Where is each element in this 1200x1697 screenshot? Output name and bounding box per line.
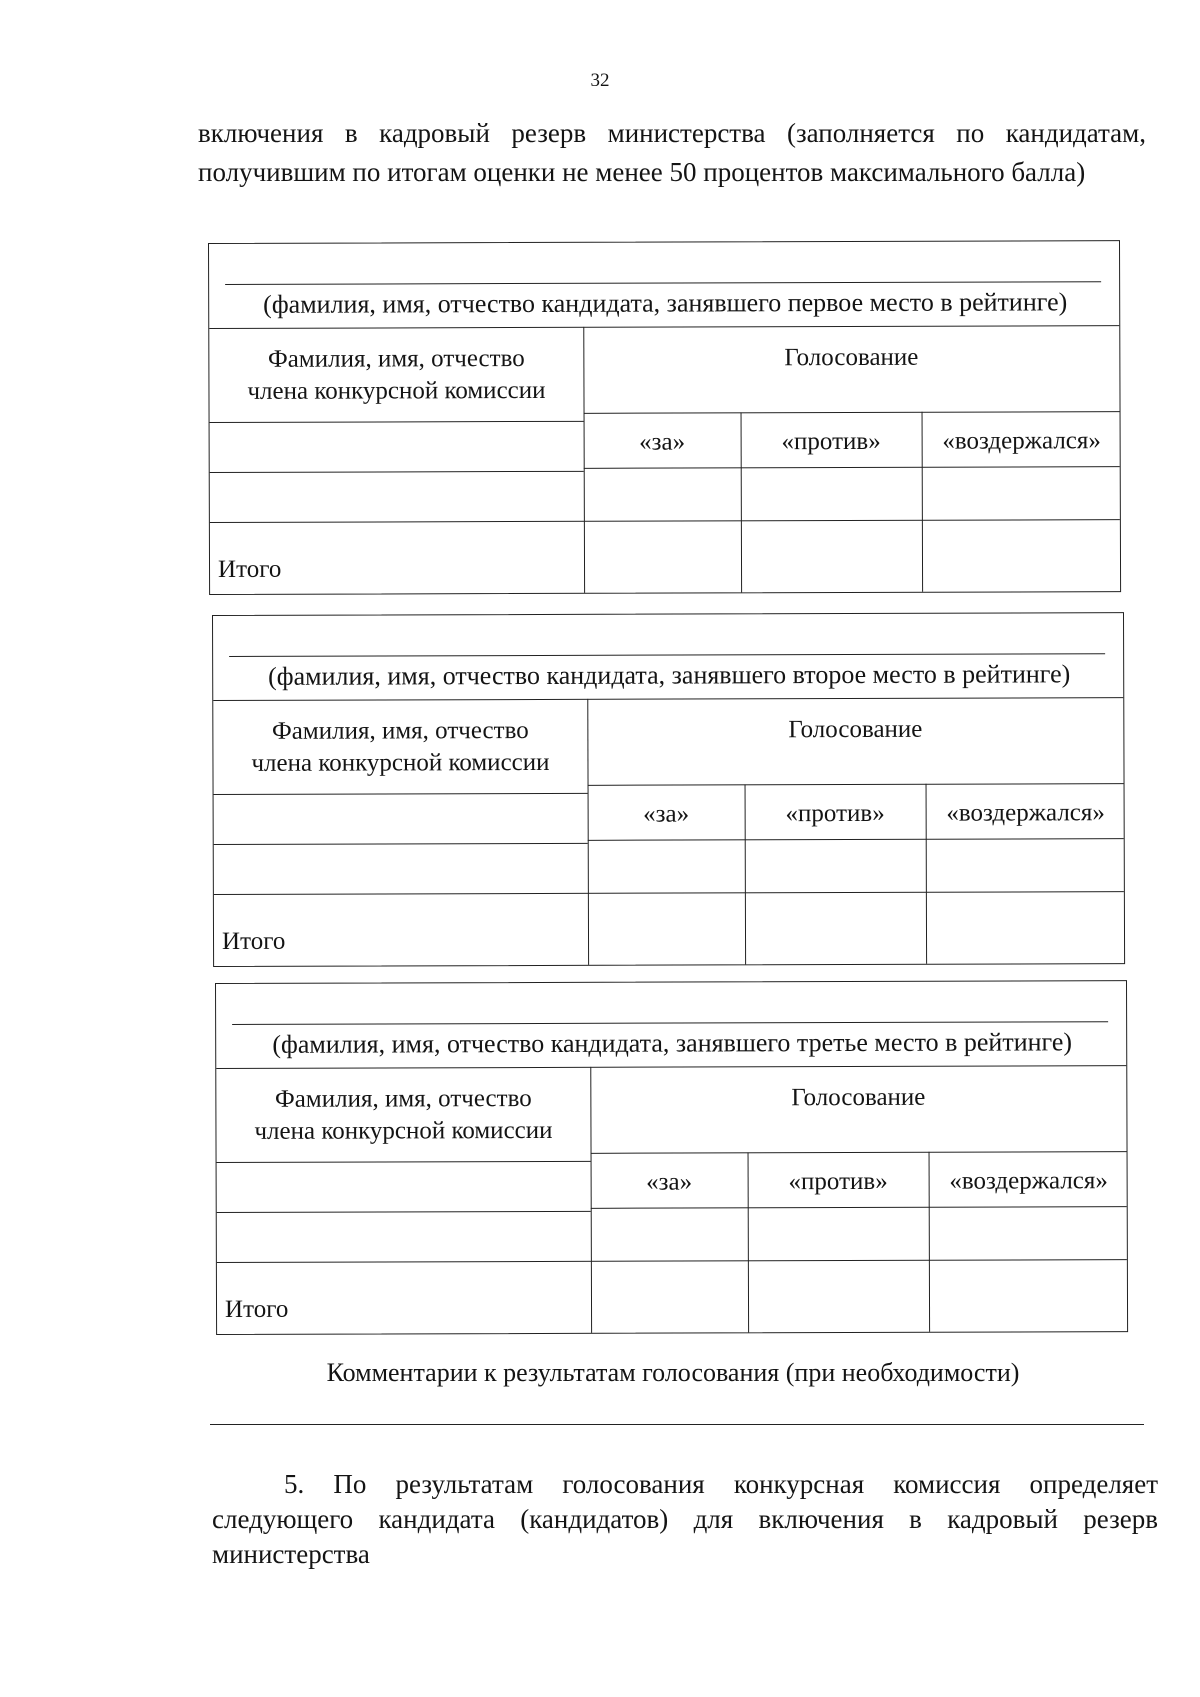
member-name-cell[interactable] [214, 793, 588, 844]
voting-table-first-place [208, 240, 1121, 595]
divider [584, 411, 1120, 414]
vote-against-cell[interactable] [748, 1207, 929, 1261]
member-name-cell[interactable] [210, 421, 584, 472]
candidate-caption: (фамилия, имя, отчество кандидата, занявшего второе место в рейтинге) [268, 659, 1071, 691]
total-for-cell[interactable] [584, 520, 741, 592]
member-header-line1: Фамилия, имя, отчество [274, 1085, 532, 1113]
voting-table-third-place [215, 980, 1128, 1335]
vote-for-cell[interactable] [584, 467, 741, 520]
page-number: 32 [590, 70, 610, 91]
option-against-header: «против» [781, 427, 881, 456]
voting-header: Голосование [784, 343, 919, 372]
voting-header: Голосование [791, 1083, 926, 1112]
option-against-header: «против» [788, 1167, 888, 1196]
vote-for-cell[interactable] [591, 1207, 748, 1260]
member-column-header [209, 343, 583, 408]
member-header-line2: члена конкурсной комиссии [251, 748, 550, 777]
candidate-name-line [225, 281, 1101, 285]
member-header-line1: Фамилия, имя, отчество [267, 345, 525, 373]
option-abstain-header: «воздержался» [946, 799, 1105, 827]
voting-table-second-place [212, 612, 1125, 967]
candidate-caption: (фамилия, имя, отчество кандидата, занявшего третье место в рейтинге) [272, 1027, 1073, 1059]
option-for-header: «за» [646, 1168, 693, 1196]
member-header-line2: члена конкурсной комиссии [247, 376, 546, 405]
vote-abstain-cell[interactable] [926, 838, 1126, 892]
candidate-name-field[interactable] [216, 981, 1126, 1068]
vote-for-cell[interactable] [588, 839, 745, 892]
option-for-header: «за» [639, 428, 686, 456]
member-name-cell[interactable] [217, 1211, 591, 1262]
member-name-cell[interactable] [214, 843, 588, 894]
member-column-header [216, 1083, 590, 1148]
total-against-cell[interactable] [745, 892, 926, 965]
comments-label: Комментарии к результатам голосования (при необходимости) [326, 1358, 1020, 1387]
total-for-cell[interactable] [591, 1260, 748, 1332]
candidate-name-field[interactable] [213, 613, 1123, 700]
vote-against-cell[interactable] [741, 467, 922, 521]
candidate-name-line [229, 653, 1105, 657]
option-against-header: «против» [785, 799, 885, 828]
total-against-cell[interactable] [748, 1260, 929, 1333]
total-against-cell[interactable] [741, 520, 922, 593]
option-abstain-header: «воздержался» [942, 427, 1101, 455]
item-5-paragraph: 5. По результатам голосования конкурсная комиссия определяет следующего кандидата (кандидатов) для включения в кадровый резерв министерства [212, 1469, 1158, 1569]
comments-input-line[interactable] [210, 1424, 1144, 1425]
voting-header: Голосование [788, 715, 923, 744]
option-abstain-header: «воздержался» [949, 1167, 1108, 1195]
vote-abstain-cell[interactable] [922, 466, 1122, 520]
candidate-name-field[interactable] [209, 241, 1119, 328]
candidate-caption: (фамилия, имя, отчество кандидата, занявшего первое место в рейтинге) [263, 287, 1068, 319]
member-header-line1: Фамилия, имя, отчество [271, 717, 529, 745]
total-for-cell[interactable] [588, 892, 745, 964]
intro-paragraph: включения в кадровый резерв министерства (заполняется по кандидатам, получившим по итогам оценки не менее 50 процентов максимального балла) [198, 118, 1146, 187]
member-name-cell[interactable] [217, 1161, 591, 1212]
total-label: Итого [217, 555, 282, 583]
member-column-header [213, 715, 587, 780]
candidate-name-line [232, 1021, 1108, 1025]
member-header-line2: члена конкурсной комиссии [254, 1116, 553, 1145]
vote-abstain-cell[interactable] [929, 1206, 1129, 1260]
divider [591, 1151, 1127, 1154]
total-abstain-cell[interactable] [926, 891, 1126, 964]
option-for-header: «за» [643, 800, 690, 828]
total-label: Итого [224, 1295, 289, 1323]
total-label: Итого [221, 927, 286, 955]
member-name-cell[interactable] [210, 471, 584, 522]
total-abstain-cell[interactable] [929, 1259, 1129, 1332]
vote-against-cell[interactable] [745, 839, 926, 893]
divider [588, 783, 1124, 786]
total-abstain-cell[interactable] [922, 519, 1122, 592]
